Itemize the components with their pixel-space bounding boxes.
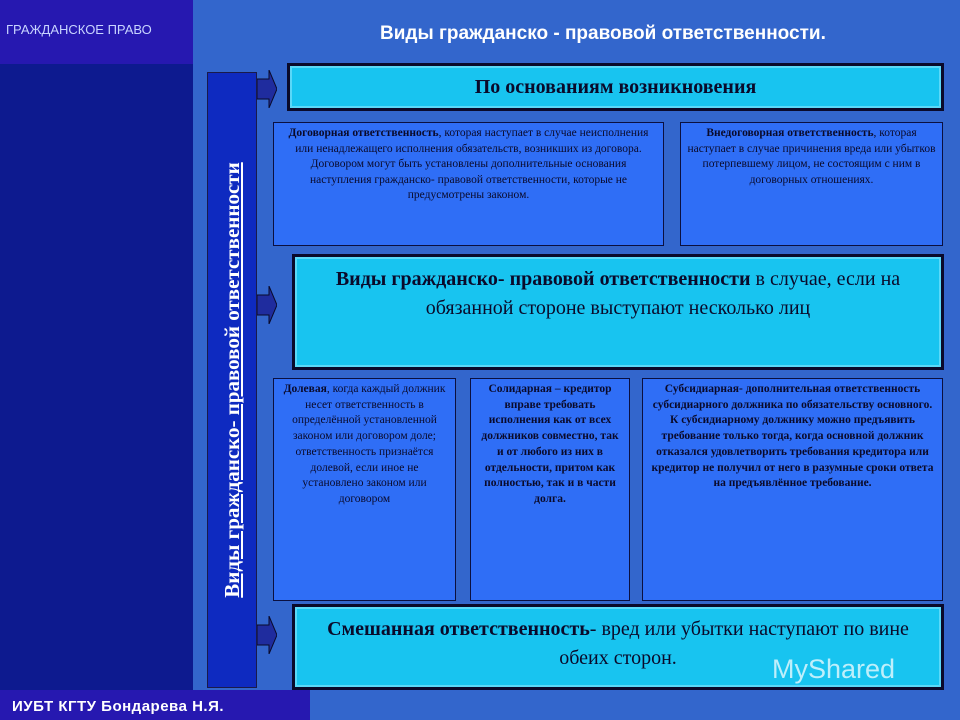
mixed-liability-text: - вред или убытки наступают по вине обеих сторон. <box>559 618 909 669</box>
arrow-right-icon <box>257 616 277 654</box>
joint-liability-box: Солидарная – кредитор вправе требовать исполнения как от всех должников совместно, так и от любого из них в отдельности, притом как полностью, так и в части долга. <box>470 378 630 601</box>
several-persons-text: в случае, если на обязанной стороне выступают несколько лиц <box>425 268 901 319</box>
share-liability-text: , когда каждый должник несет ответственность в определённой установленной законом или договором доле; ответственность признаётся долевой, если иное не установлено законом или договором <box>292 383 446 505</box>
section-label: ГРАЖДАНСКОЕ ПРАВО <box>6 22 152 37</box>
footer-author: ИУБТ КГТУ Бондарева Н.Я. <box>12 698 225 715</box>
mixed-liability-term: Смешанная ответственность <box>327 618 590 640</box>
several-persons-term: Виды гражданско- правовой ответственности <box>335 268 751 290</box>
slide-title: Виды гражданско - правовой ответственности. <box>380 23 826 44</box>
contract-liability-text: , которая наступает в случае неисполнения или ненадлежащего исполнения обязательств, возникших из договора. Договором могут быть установлены дополнительные основания наступления гражданско- правовой ответственности, которые не предусмотрены законом. <box>295 127 649 201</box>
arrow-right-icon <box>257 286 277 324</box>
noncontract-liability-box <box>680 122 943 246</box>
share-liability-box <box>273 378 456 601</box>
noncontract-liability-text: , которая наступает в случае причинения вреда или убытков потерпевшему лицом, не состоящим с ним в договорных отношениях. <box>687 127 936 186</box>
watermark: MyShared <box>772 654 896 684</box>
left-band <box>0 0 193 692</box>
subsidiary-liability-box: Субсидиарная- дополнительная ответственность субсидиарного должника по обязательству основного. К субсидиарному должнику можно предъявить требование только тогда, когда основной должник отказался удовлетворить требования кредитора или кредитор не получил от него в разумные сроки ответа на предъявлённое требование. <box>642 378 943 601</box>
share-liability-term: Долевая <box>283 383 327 395</box>
several-persons-box <box>292 254 944 370</box>
arrow-right-icon <box>257 70 277 108</box>
noncontract-liability-term: Внедоговорная ответственность <box>706 127 874 139</box>
vertical-title: Виды гражданско- правовой ответственности <box>220 162 244 598</box>
contract-liability-box <box>273 122 664 246</box>
basis-header: По основаниям возникновения <box>287 63 944 111</box>
contract-liability-term: Договорная ответственность <box>288 127 439 139</box>
